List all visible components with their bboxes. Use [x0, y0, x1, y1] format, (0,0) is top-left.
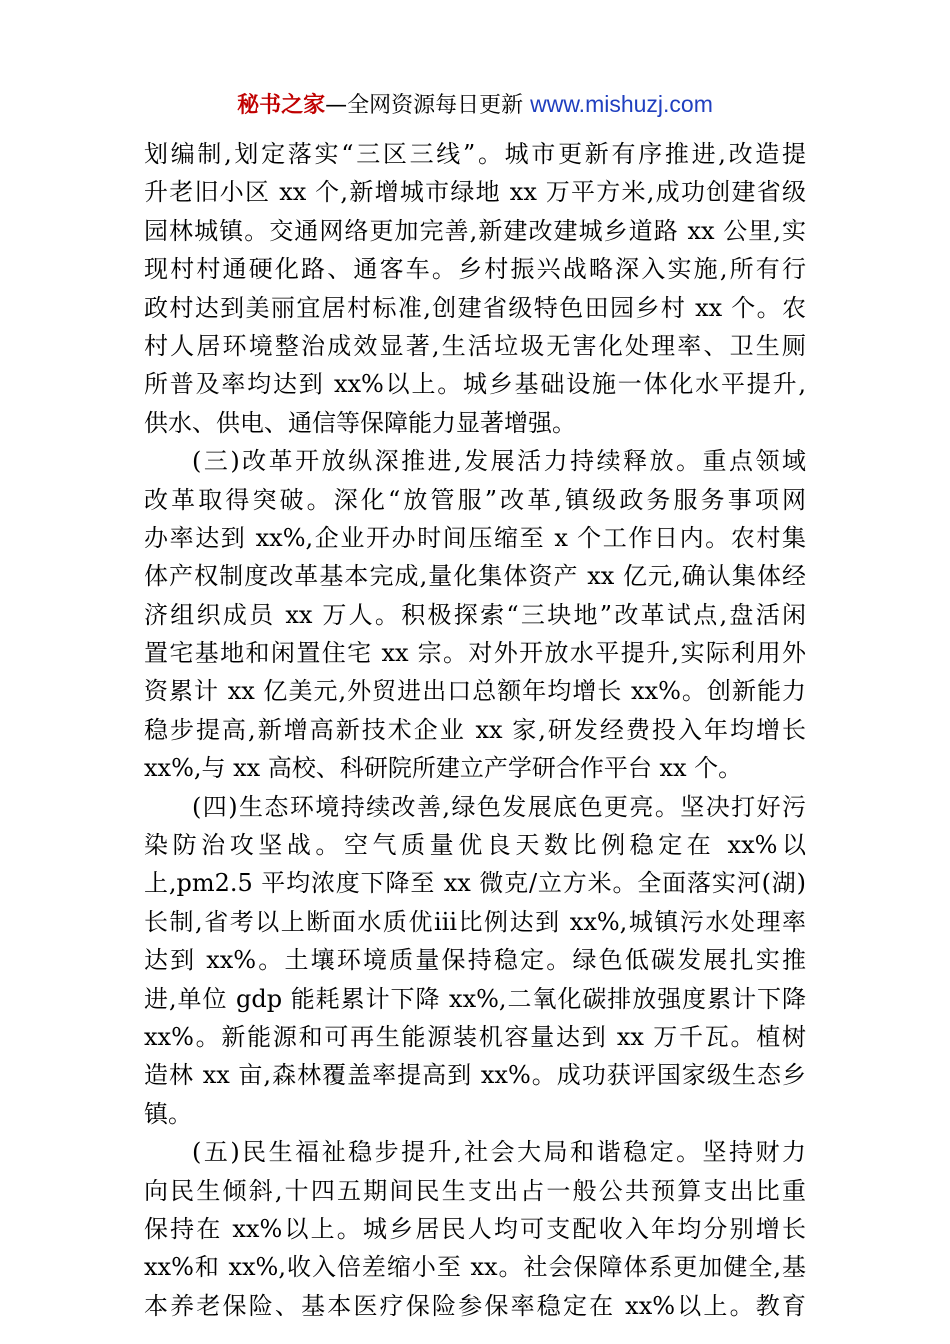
- text-line: 办率达到 xx%,企业开办时间压缩至 x 个工作日内。农村集: [144, 523, 806, 552]
- text-line: 园林城镇。交通网络更加完善,新建改建城乡道路 xx 公里,实: [144, 216, 806, 245]
- text-line: xx%和 xx%,收入倍差缩小至 xx。社会保障体系更加健全,基: [144, 1253, 806, 1282]
- text-line: 济组织成员 xx 万人。积极探索“三块地”改革试点,盘活闲: [144, 600, 806, 629]
- text-line: 改革取得突破。深化“放管服”改革,镇级政务服务事项网: [144, 485, 806, 514]
- text-line: 本养老保险、基本医疗保险参保率稳定在 xx%以上。教育: [144, 1291, 806, 1320]
- text-line: 政村达到美丽宜居村标准,创建省级特色田园乡村 xx 个。农: [144, 293, 806, 322]
- text-line: 染防治攻坚战。空气质量优良天数比例稳定在 xx%以: [144, 831, 806, 860]
- text-line: 划编制,划定落实“三区三线”。城市更新有序推进,改造提: [144, 140, 806, 168]
- text-line: 镇。: [144, 1099, 192, 1128]
- document-body: [144, 135, 806, 1325]
- text-line: 向民生倾斜,十四五期间民生支出占一般公共预算支出比重: [144, 1176, 806, 1205]
- text-line: 上,pm2.5 平均浓度下降至 xx 微克/立方米。全面落实河(湖): [144, 869, 806, 898]
- text-line: 稳步提高,新增高新技术企业 xx 家,研发经费投入年均增长: [144, 715, 806, 744]
- text-line: (四)生态环境持续改善,绿色发展底色更亮。坚决打好污: [192, 792, 806, 821]
- header-tagline: —全网资源每日更新: [325, 93, 531, 118]
- text-line: 供水、供电、通信等保障能力显著增强。: [144, 408, 576, 437]
- site-header: [0, 88, 950, 122]
- brand-name: 秘书之家: [237, 93, 326, 118]
- site-url-link[interactable]: www.mishuzj.com: [530, 91, 713, 117]
- text-line: 长制,省考以上断面水质优ⅲ比例达到 xx%,城镇污水处理率: [144, 907, 806, 936]
- text-line: 升老旧小区 xx 个,新增城市绿地 xx 万平方米,成功创建省级: [144, 178, 806, 207]
- text-line: 所普及率均达到 xx%以上。城乡基础设施一体化水平提升,: [144, 370, 806, 399]
- text-line: 资累计 xx 亿美元,外贸进出口总额年均增长 xx%。创新能力: [144, 677, 806, 706]
- text-line: (五)民生福祉稳步提升,社会大局和谐稳定。坚持财力: [192, 1138, 806, 1167]
- text-line: 进,单位 gdp 能耗累计下降 xx%,二氧化碳排放强度累计下降: [144, 984, 806, 1013]
- text-line: 现村村通硬化路、通客车。乡村振兴战略深入实施,所有行: [144, 255, 806, 284]
- text-line: 体产权制度改革基本完成,量化集体资产 xx 亿元,确认集体经: [144, 562, 806, 591]
- text-line: 保持在 xx%以上。城乡居民人均可支配收入年均分别增长: [144, 1214, 806, 1243]
- text-line: (三)改革开放纵深推进,发展活力持续释放。重点领域: [192, 447, 806, 476]
- text-line: 村人居环境整治成效显著,生活垃圾无害化处理率、卫生厕: [144, 331, 806, 360]
- text-line: xx%。新能源和可再生能源装机容量达到 xx 万千瓦。植树: [144, 1022, 806, 1051]
- text-line: 置宅基地和闲置住宅 xx 宗。对外开放水平提升,实际利用外: [144, 639, 806, 668]
- text-line: 达到 xx%。土壤环境质量保持稳定。绿色低碳发展扎实推: [144, 946, 806, 975]
- text-line: xx%,与 xx 高校、科研院所建立产学研合作平台 xx 个。: [144, 754, 743, 783]
- text-line: 造林 xx 亩,森林覆盖率提高到 xx%。成功获评国家级生态乡: [144, 1061, 806, 1090]
